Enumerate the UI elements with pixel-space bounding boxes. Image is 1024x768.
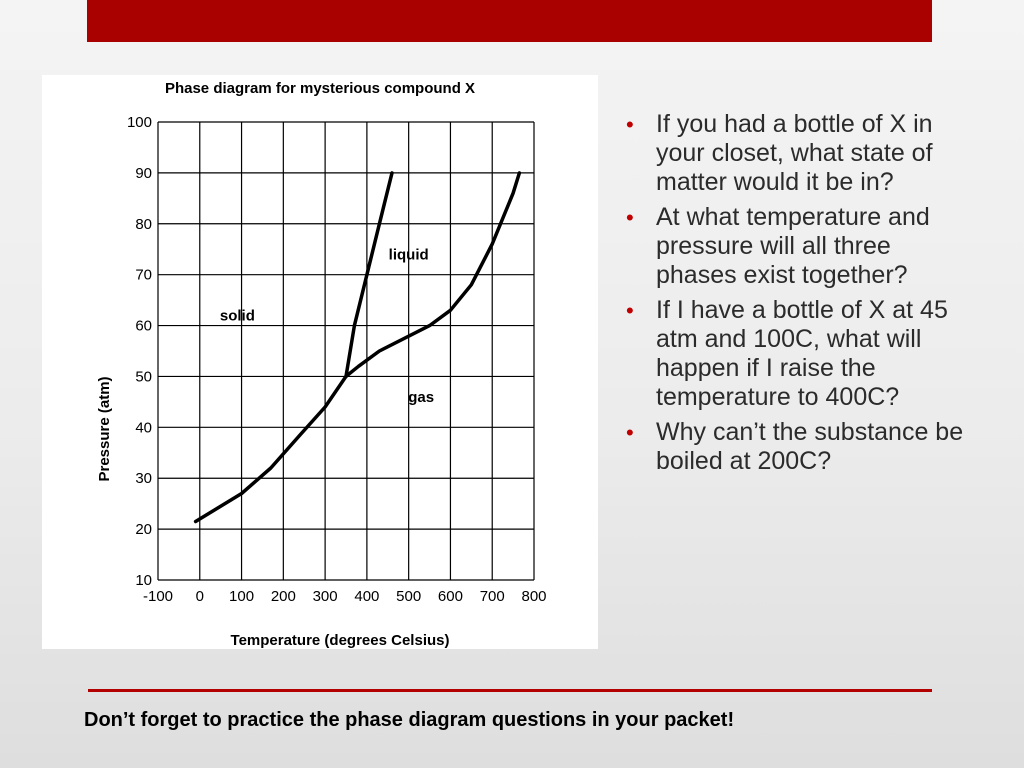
x-tick-label: 200	[270, 588, 296, 605]
phase-diagram-chart	[42, 75, 598, 649]
y-tick-label: 90	[135, 164, 152, 182]
question-list	[626, 110, 966, 482]
y-tick-label: 10	[135, 572, 152, 589]
question-item	[626, 110, 966, 197]
x-tick-label: 800	[521, 588, 547, 605]
y-tick-label: 20	[135, 521, 152, 539]
question-text: Why can’t the substance be boiled at 200C?	[656, 418, 964, 475]
phase-region-label: solid	[219, 307, 255, 325]
x-tick-label: 300	[312, 588, 338, 605]
question-text: If I have a bottle of X at 45 atm and 100C, what will happen if I raise the temperature to 400C?	[656, 296, 948, 411]
phase-region-label: liquid	[388, 246, 429, 264]
x-axis-label: Temperature (degrees Celsius)	[230, 632, 450, 649]
chart-title: Phase diagram for mysterious compound X	[164, 80, 476, 97]
phase-region-label: gas	[408, 388, 435, 406]
y-tick-label: 100	[126, 114, 152, 131]
x-tick-label: 500	[396, 588, 422, 605]
y-tick-label: 30	[135, 470, 152, 488]
question-item	[626, 418, 966, 476]
phase-diagram-panel	[42, 75, 598, 649]
question-text: At what temperature and pressure will all three phases exist together?	[656, 203, 930, 289]
y-tick-label: 40	[135, 419, 152, 437]
question-item	[626, 296, 966, 412]
y-tick-label: 80	[135, 215, 152, 233]
bullet-icon: •	[626, 112, 634, 137]
bullet-icon: •	[626, 420, 634, 445]
x-tick-label: 100	[229, 588, 255, 605]
x-tick-label: 400	[354, 588, 380, 605]
bullet-icon: •	[626, 298, 634, 323]
y-axis-label: Pressure (atm)	[96, 376, 113, 482]
footer-divider	[88, 689, 932, 692]
question-text: If you had a bottle of X in your closet, what state of matter would it be in?	[656, 110, 933, 196]
x-tick-label: 600	[437, 588, 463, 605]
y-tick-label: 70	[135, 266, 152, 284]
bullet-icon: •	[626, 205, 634, 230]
phase-boundary-line	[196, 376, 346, 521]
x-tick-label: 700	[479, 588, 505, 605]
y-tick-label: 50	[135, 368, 152, 386]
x-tick-label: 0	[195, 588, 204, 605]
y-tick-label: 60	[135, 317, 152, 335]
header-bar	[87, 0, 932, 42]
footer-note: Don’t forget to practice the phase diagram questions in your packet!	[84, 709, 735, 731]
question-item	[626, 203, 966, 290]
x-tick-label: -100	[142, 588, 174, 605]
